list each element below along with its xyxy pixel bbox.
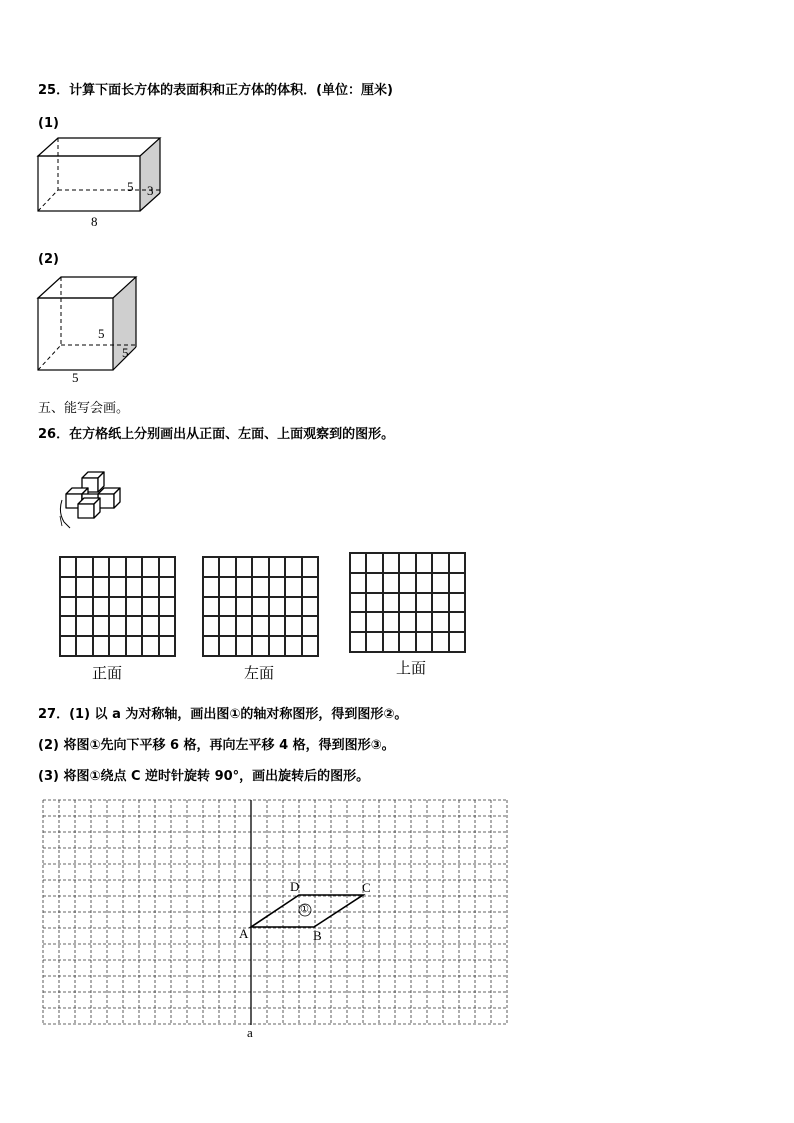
shape-1-label: ① [300, 904, 309, 915]
cube-edge-label-depth: 5 [98, 326, 105, 341]
cube-edge-label-length: 5 [72, 370, 79, 385]
caption-top: 上面 [396, 659, 427, 677]
cube-edge-label-height: 5 [122, 345, 129, 360]
q27-line1: 27．(1) 以 a 为对称轴，画出图①的轴对称图形，得到图形②。 [38, 707, 408, 722]
q25-part1-label: (1) [38, 116, 59, 131]
caption-left: 左面 [244, 664, 275, 682]
caption-front: 正面 [92, 664, 123, 682]
q27-line2: (2) 将图①先向下平移 6 格，再向左平移 4 格，得到图形③。 [38, 738, 395, 753]
point-d-label: D [290, 879, 300, 894]
q27-line3: (3) 将图①绕点 C 逆时针旋转 90°，画出旋转后的图形。 [38, 769, 370, 784]
cuboid-width-label: 5 [127, 179, 134, 194]
q25-part2-label: (2) [38, 252, 59, 267]
cuboid-length-label: 8 [91, 214, 98, 229]
q26-title: 26．在方格纸上分别画出从正面、左面、上面观察到的图形。 [38, 427, 395, 442]
q25-title: 25．计算下面长方体的表面积和正方体的体积．(单位：厘米) [38, 83, 393, 98]
point-c-label: C [362, 880, 371, 895]
point-b-label: B [313, 928, 322, 943]
point-a-label: A [239, 926, 249, 941]
cuboid-height-label: 3 [147, 183, 154, 198]
section5-title: 五、能写会画。 [38, 401, 130, 416]
axis-a-label: a [247, 1025, 253, 1040]
